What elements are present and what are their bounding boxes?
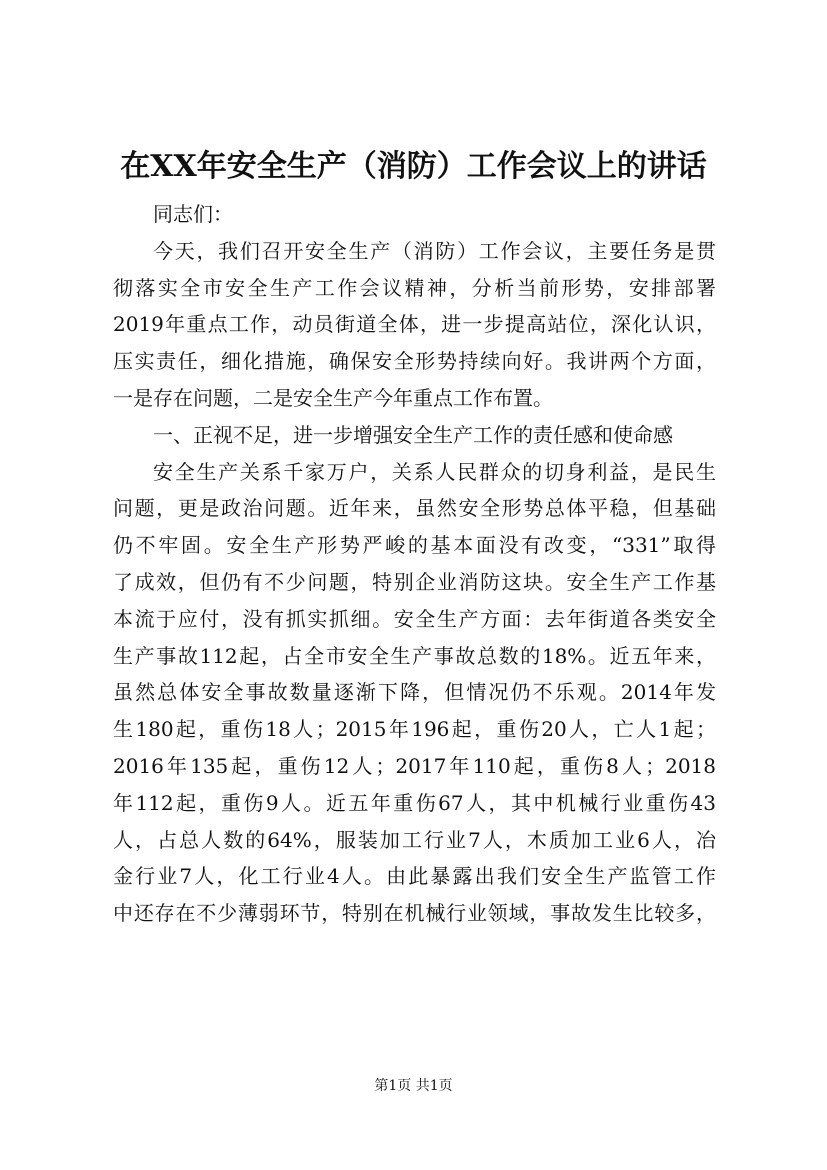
paragraph-line: 虽然总体安全事故数量逐渐下降，但情况仍不乐观。2014年发: [113, 680, 716, 705]
paragraph-line: 了成效，但仍有不少问题，特别企业消防这块。安全生产工作基: [113, 569, 716, 594]
paragraph-body: [113, 454, 716, 932]
paragraph-line: 生180起，重伤18人；2015年196起，重伤20人，亡人1起；: [113, 717, 716, 742]
paragraph-line: 金行业7人，化工行业4人。由此暴露出我们安全生产监管工作: [113, 864, 716, 889]
salutation: 同志们：: [153, 202, 233, 226]
document-title: 在XX年安全生产（消防）工作会议上的讲话: [120, 149, 707, 184]
paragraph-line: 本流于应付，没有抓实抓细。安全生产方面：去年街道各类安全: [113, 606, 716, 631]
paragraph-intro: [113, 233, 716, 417]
document-body: [113, 196, 716, 932]
section-heading: 一、正视不足，进一步增强安全生产工作的责任感和使命感: [153, 422, 673, 447]
paragraph-line: 人，占总人数的64%，服装加工行业7人，木质加工业6人，冶: [113, 827, 716, 852]
paragraph-line: 生产事故112起，占全市安全生产事故总数的18%。近五年来，: [113, 643, 716, 668]
paragraph-line: 今天，我们召开安全生产（消防）工作会议，主要任务是贯: [153, 238, 716, 263]
paragraph-line: 问题，更是政治问题。近年来，虽然安全形势总体平稳，但基础: [113, 496, 716, 521]
page-number: 第1页 共1页: [374, 1078, 453, 1094]
paragraph-line: 压实责任，细化措施，确保安全形势持续向好。我讲两个方面，: [113, 349, 716, 374]
paragraph-line: 一是存在问题，二是安全生产今年重点工作布置。: [113, 385, 553, 410]
paragraph-line: 安全生产关系千家万户，关系人民群众的切身利益，是民生: [153, 459, 716, 484]
paragraph-line: 中还存在不少薄弱环节，特别在机械行业领域，事故发生比较多，: [113, 901, 716, 926]
paragraph-line: 仍不牢固。安全生产形势严峻的基本面没有改变，“331”取得: [113, 533, 716, 558]
paragraph-line: 2019年重点工作，动员街道全体，进一步提高站位，深化认识，: [113, 312, 716, 337]
paragraph-line: 年112起，重伤9人。近五年重伤67人，其中机械行业重伤43: [113, 790, 716, 815]
paragraph-line: 2016年135起，重伤12人；2017年110起，重伤8人；2018: [113, 753, 716, 778]
paragraph-line: 彻落实全市安全生产工作会议精神，分析当前形势，安排部署: [113, 275, 716, 300]
